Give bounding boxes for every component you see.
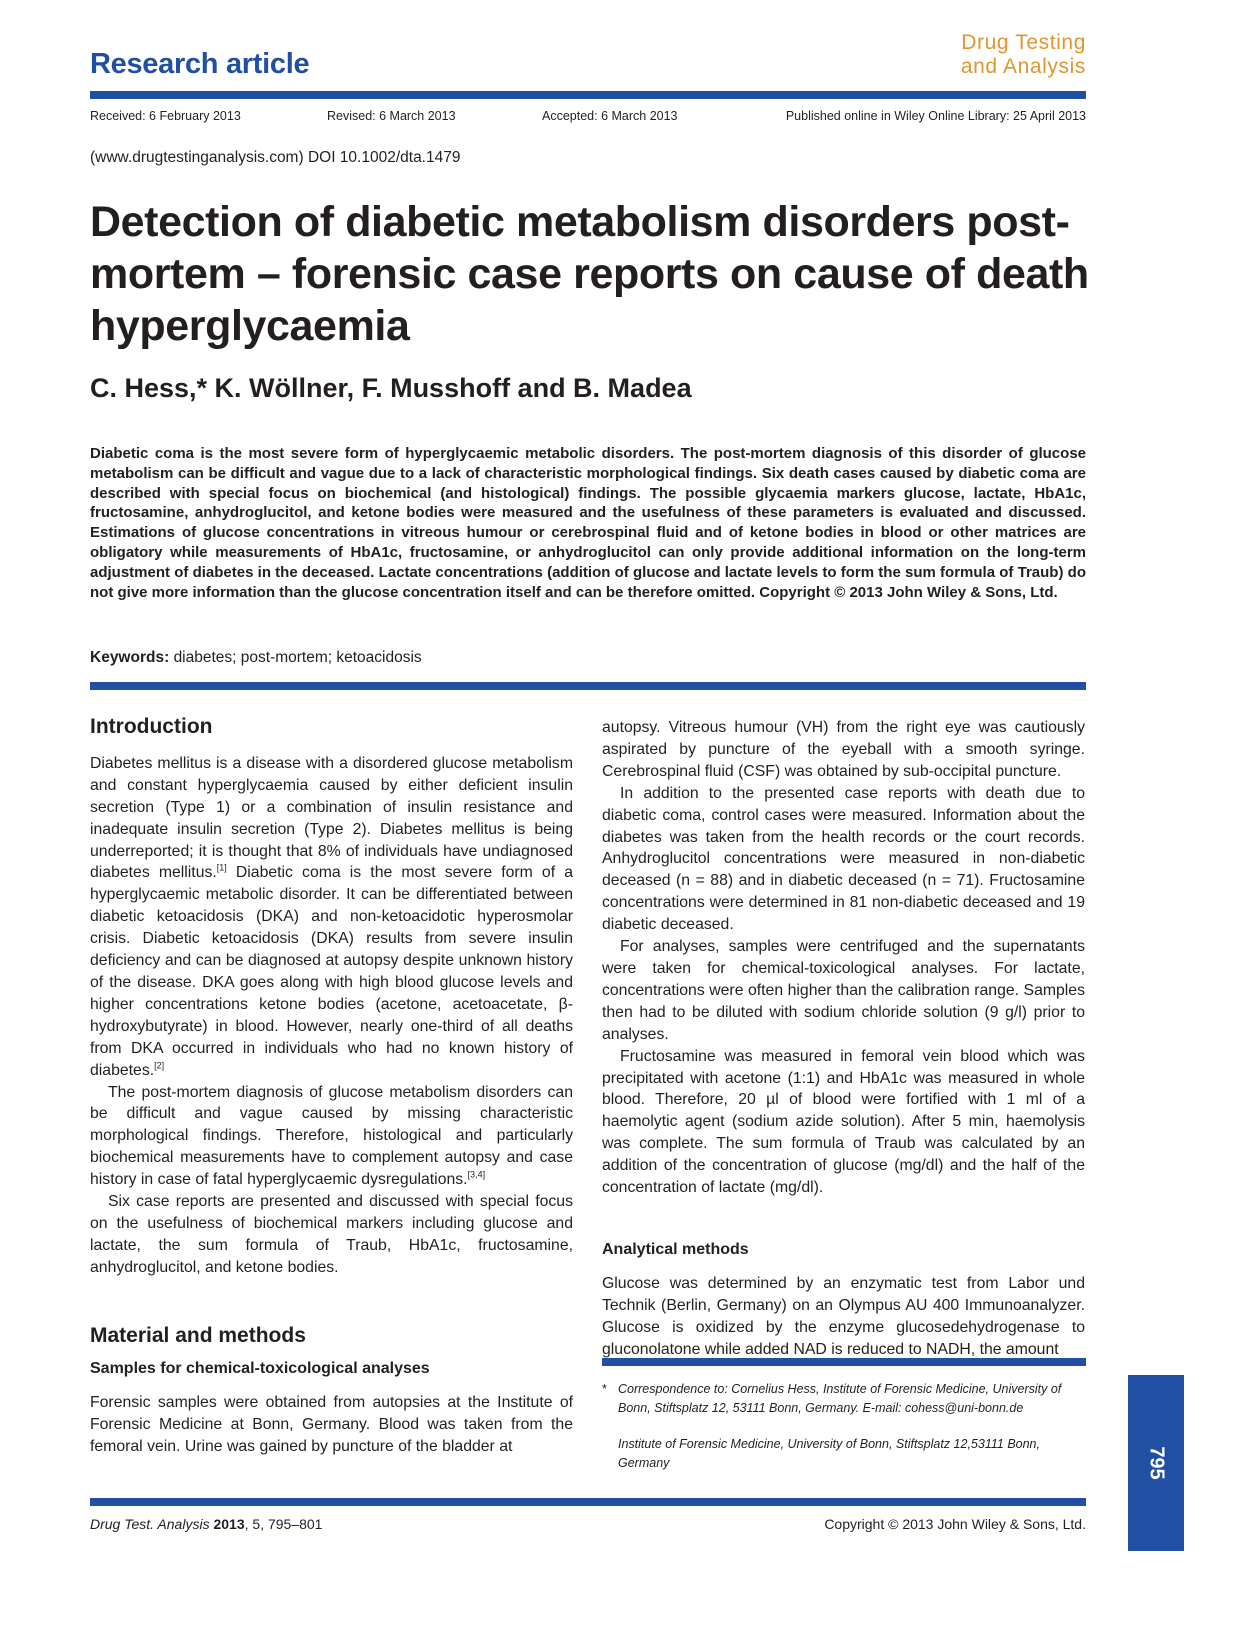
received-date: Received: 6 February 2013 [90,109,241,123]
intro-paragraph-2 [90,1082,573,1192]
footer-copyright: Copyright © 2013 John Wiley & Sons, Ltd. [824,1516,1086,1532]
intro-paragraph-3: Six case reports are presented and discussed with special focus on the usefulness of biochemical markers including glucose and lactate, the sum formula of Traub, HbA1c, fructosamine, anhydroglucitol, and ketone bodies. [90,1193,573,1276]
volume-pages: , 5, 795–801 [244,1516,323,1532]
intro-paragraph-1 [90,753,573,1082]
right-paragraph-2: In addition to the presented case reports with death due to diabetic coma, control cases were measured. Information about the diabetes was taken from the health records or the court records. Anhydroglucitol concentrations were measured in non-diabetic deceased (n = 88) and in diabetic deceased (n = 71). Fructosamine concentrations were determined in 81 non-diabetic deceased and 19 diabetic deceased. [602,784,1085,934]
accepted-date: Accepted: 6 March 2013 [542,109,678,123]
header-rule [90,91,1086,99]
keywords [90,649,422,667]
section-label: Research article [90,48,310,80]
footnote-rule [602,1358,1086,1366]
citation-1[interactable]: [1] [216,863,227,874]
correspondence-text: Correspondence to: Cornelius Hess, Institute of Forensic Medicine, University of Bonn, Stiftsplatz 12, 53111 Bonn, Germany. E-mail: cohess@uni-bonn.de [618,1382,1062,1415]
correspondence-note [602,1380,1086,1418]
footnote-marker: * [602,1382,607,1396]
right-column [602,717,1085,1360]
citation-3-4[interactable]: [3,4] [467,1169,486,1180]
methods-heading: Material and methods [90,1323,306,1347]
journal-abbrev: Drug Test. Analysis [90,1516,210,1532]
keywords-list: diabetes; post-mortem; ketoacidosis [173,649,422,666]
footnotes [602,1380,1086,1473]
revised-date: Revised: 6 March 2013 [327,109,456,123]
page-number-tab [1128,1375,1184,1551]
intro-p1-text-a: Diabetes mellitus is a disease with a disordered glucose metabolism and constant hyperglycaemia caused by either deficient insulin secretion (Type 1) or a combination of insulin resistance and inadequate insulin secretion (Type 2). Diabetes mellitus is being underreported; it is thought that 8% of individuals have undiagnosed diabetes mellitus. [90,754,573,882]
article-title: Detection of diabetic metabolism disorders post-mortem – forensic case reports on cause of death hyperglycaemia [90,198,1089,350]
journal-logo-line2: and Analysis [960,55,1086,78]
journal-logo [905,31,1086,79]
introduction-heading: Introduction [90,715,213,738]
affiliation-text: Institute of Forensic Medicine, University of Bonn, Stiftsplatz 12,53111 Bonn, Germany [618,1437,1040,1470]
right-paragraph-3: For analyses, samples were centrifuged and the supernatants were taken for chemical-toxicological analyses. For lactate, concentrations were often higher than the calibration range. Samples then had to be diluted with sodium chloride solution (9 g/l) prior to analyses. [602,938,1085,1043]
affiliation-note [602,1435,1086,1473]
intro-p2-text: The post-mortem diagnosis of glucose metabolism disorders can be difficult and vague caused by missing characteristic morphological findings. Therefore, histological and particularly biochemical measurements have to complement autopsy and case history in case of fatal hyperglycaemic dysregulations. [90,1083,573,1189]
right-paragraph-1: autopsy. Vitreous humour (VH) from the right eye was cautiously aspirated by puncture of the eyeball with a smooth syringe. Cerebrospinal fluid (CSF) was obtained by sub-occipital puncture. [602,719,1085,780]
published-date: Published online in Wiley Online Library: 25 April 2013 [785,109,1086,123]
right-paragraph-5: Glucose was determined by an enzymatic test from Labor und Technik (Berlin, Germany) on an Olympus AU 400 Immunoanalyzer. Glucose is oxidized by the enzyme glucosedehydrogenase to gluconolatone while added NAD is reduced to NADH, the amount [602,1274,1085,1358]
page-number: 795 [1145,1446,1168,1480]
citation-2[interactable]: [2] [154,1060,165,1071]
journal-citation [90,1516,322,1532]
samples-paragraph-1: Forensic samples were obtained from autopsies at the Institute of Forensic Medicine at Bonn, Germany. Blood was taken from the femoral vein. Urine was gained by puncture of the bladder at [90,1394,573,1456]
right-paragraph-4: Fructosamine was measured in femoral vein blood which was precipitated with acetone (1:1) and HbA1c was measured in whole blood. Therefore, 20 µl of blood were fortified with 1 ml of a haemolytic agent (sodium azide solution). After 5 min, haemolysis was complete. The sum formula of Traub was calculated by an addition of the concentration of glucose (mg/dl) and the half of the concentration of lactate (mg/dl). [602,1047,1085,1197]
abstract-rule [90,682,1086,690]
citation-year: 2013 [213,1516,245,1532]
left-column [90,716,573,1458]
samples-heading: Samples for chemical-toxicological analyses [90,1359,430,1377]
footer-rule [90,1498,1086,1506]
intro-p1-text-b: Diabetic coma is the most severe form of a hyperglycaemic metabolic disorder. It can be differentiated between diabetic ketoacidosis (DKA) and non-ketoacidotic hyperosmolar crisis. Diabetic ketoacidosis (DKA) results from severe insulin deficiency and can be diagnosed at autopsy despite unknown history of the disease. DKA goes along with high blood glucose levels and higher concentrations ketone bodies (acetone, acetoacetate, β-hydroxybutyrate) in blood. However, nearly one-third of all deaths from DKA occurred in individuals who had no known history of diabetes. [90,864,573,1079]
journal-logo-line1: Drug Testing [961,31,1086,54]
analytical-methods-heading: Analytical methods [602,1240,749,1258]
keywords-label: Keywords: [90,649,170,666]
doi-link[interactable]: (www.drugtestinganalysis.com) DOI 10.1002/dta.1479 [90,149,461,166]
abstract: Diabetic coma is the most severe form of hyperglycaemic metabolic disorders. The post-mortem diagnosis of this disorder of glucose metabolism can be difficult and vague due to a lack of characteristic morphological findings. Six death cases caused by diabetic coma are described with special focus on biochemical (and histological) findings. The possible glycaemia markers glucose, lactate, HbA1c, fructosamine, anhydroglucitol, and ketone bodies were measured and the usefulness of these parameters is evaluated and discussed. Estimations of glucose concentrations in vitreous humour or cerebrospinal fluid and of ketone bodies in blood or other matrices are obligatory while measurements of HbA1c, fructosamine, or anhydroglucitol can only provide additional information on the long-term adjustment of diabetes in the deceased. Lactate concentrations (addition of glucose and lactate levels to form the sum formula of Traub) do not give more information than the glucose concentration itself and can be therefore omitted. Copyright © 2013 John Wiley & Sons, Ltd. [90,445,1086,601]
article-authors: C. Hess,* K. Wöllner, F. Musshoff and B. Madea [90,373,692,403]
